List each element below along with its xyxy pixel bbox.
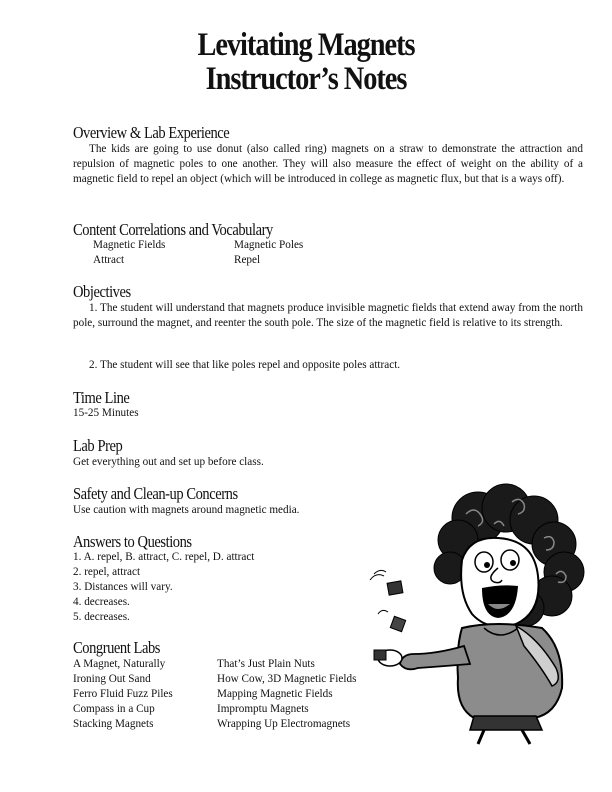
safety-heading: Safety and Clean-up Concerns [73,484,238,503]
answer-item: 3. Distances will vary. [73,581,173,593]
timeline-text: 15-25 Minutes [73,407,139,419]
lab-item: Ferro Fluid Fuzz Piles [73,688,173,700]
answer-item: 2. repel, attract [73,566,141,578]
overview-paragraph [73,142,583,187]
vocab-item: Attract [93,254,125,266]
answer-item: 1. A. repel, B. attract, C. repel, D. attract [73,551,255,563]
content-heading: Content Correlations and Vocabulary [73,220,273,239]
labprep-text: Get everything out and set up before class. [73,456,264,468]
vocab-item: Magnetic Fields [93,239,166,251]
lab-item: That’s Just Plain Nuts [217,658,315,670]
answers-heading: Answers to Questions [73,532,192,551]
lab-item: Compass in a Cup [73,703,155,715]
lab-item: Stacking Magnets [73,718,154,730]
vocab-item: Magnetic Poles [234,239,304,251]
labprep-heading: Lab Prep [73,436,123,455]
objective-2-text: 2. The student will see that like poles repel and opposite poles attract. [89,359,401,371]
cartoon-scientist-juggling-magnets-icon [366,478,594,746]
lab-item: How Cow, 3D Magnetic Fields [217,673,357,685]
title-line-1: Levitating Magnets [197,27,415,63]
congruent-heading: Congruent Labs [73,638,160,657]
page-title [43,28,569,96]
vocab-item: Repel [234,254,261,266]
lab-item: Wrapping Up Electromagnets [217,718,351,730]
objective-1 [73,301,583,331]
objective-1-text: 1. The student will understand that magnets produce invisible magnetic fields that extend away from the north pole, surround the magnet, and reenter the south pole. The size of the magnetic field is relative to its strength. [73,302,583,329]
overview-heading: Overview & Lab Experience [73,123,230,142]
answer-item: 4. decreases. [73,596,130,608]
lab-item: Ironing Out Sand [73,673,151,685]
title-line-2: Instructor’s Notes [205,61,407,97]
lab-item: A Magnet, Naturally [73,658,166,670]
objectives-heading: Objectives [73,282,131,301]
answer-item: 5. decreases. [73,611,130,623]
safety-text: Use caution with magnets around magnetic media. [73,504,300,516]
timeline-heading: Time Line [73,388,130,407]
objective-2 [73,358,583,373]
lab-item: Mapping Magnetic Fields [217,688,333,700]
overview-text: The kids are going to use donut (also called ring) magnets on a straw to demonstrate the attraction and repulsion of magnetic poles to one another. They will also measure the effect of weight on the ability of a magnetic field to repel an object (which will be introduced in college as magnetic flux, but that is a ways off). [73,143,583,185]
lab-item: Impromptu Magnets [217,703,309,715]
